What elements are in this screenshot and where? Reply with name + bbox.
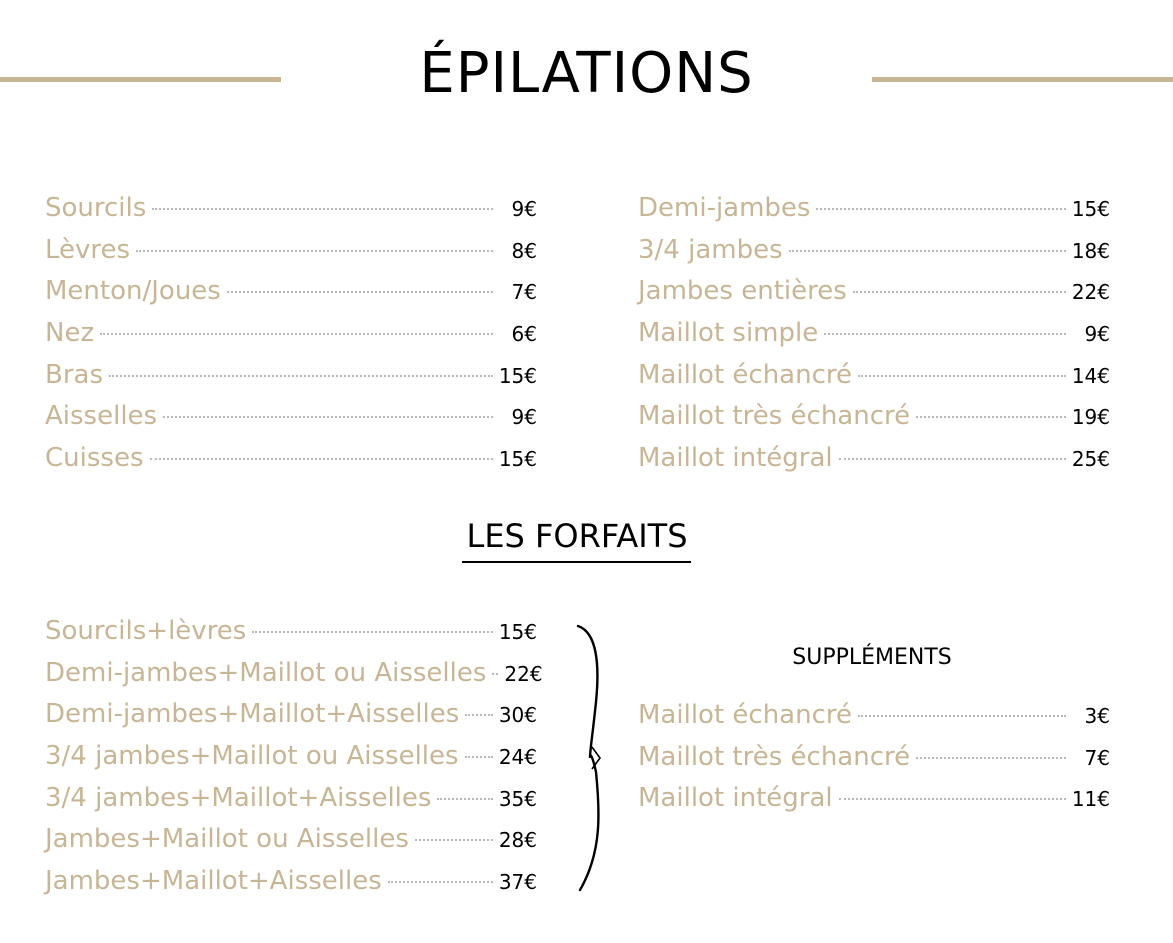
page-title: ÉPILATIONS [419,41,754,106]
price-row [638,737,1110,779]
price-row [638,355,1110,397]
service-name: 3/4 jambes+Maillot ou Aisselles [45,741,459,772]
price-row [45,736,537,778]
service-name: Menton/Joues [45,276,221,307]
dotted-leader [816,208,1065,210]
dotted-leader [437,798,492,800]
service-name: Maillot intégral [638,783,833,814]
price-row [45,438,537,480]
service-price: 30€ [498,703,537,728]
price-row [45,778,537,820]
forfaits-list [45,611,543,903]
price-row [45,819,537,861]
price-row [45,861,537,903]
service-price: 6€ [511,322,537,347]
dotted-leader [853,291,1066,293]
dotted-leader [858,375,1066,377]
service-name: Lèvres [45,234,131,265]
service-name: Demi-jambes+Maillot ou Aisselles [45,657,487,688]
service-price: 11€ [1071,787,1110,812]
price-row [638,778,1110,820]
service-name: Jambes+Maillot ou Aisselles [45,824,409,855]
service-price: 37€ [498,870,537,895]
service-price: 15€ [498,620,537,644]
price-row [638,188,1110,230]
service-price: 7€ [1084,745,1110,770]
service-price: 22€ [1071,280,1110,305]
service-name: Jambes+Maillot+Aisselles [45,866,382,897]
dotted-leader [415,839,493,841]
service-name: Bras [45,359,104,390]
dotted-leader [465,714,493,716]
service-price: 28€ [498,828,537,853]
service-name: Maillot très échancré [638,401,911,432]
price-row [45,313,537,355]
service-name: Maillot simple [638,318,819,349]
dotted-leader [163,416,493,418]
service-name: Demi-jambes [638,193,811,223]
dotted-leader [916,416,1066,418]
dotted-leader [100,333,493,335]
dotted-leader [839,458,1066,460]
service-name: Nez [45,318,95,349]
service-name: 3/4 jambes+Maillot+Aisselles [45,782,432,813]
price-row [45,355,537,397]
service-name: Demi-jambes+Maillot+Aisselles [45,699,460,730]
price-row [638,438,1110,480]
service-name: Maillot échancré [638,359,852,390]
service-price: 18€ [1071,238,1110,263]
service-price: 15€ [498,363,537,388]
service-price: 22€ [504,661,543,686]
service-price: 7€ [511,280,537,305]
service-name: Maillot très échancré [638,741,911,772]
price-row [45,653,543,695]
price-row [638,230,1110,272]
dotted-leader [136,250,493,252]
dotted-leader [388,881,493,883]
price-row [45,611,537,653]
service-name: Sourcils+lèvres [45,616,247,646]
dotted-leader [150,458,493,460]
service-price: 25€ [1071,447,1110,472]
service-price: 24€ [498,745,537,770]
price-row [638,313,1110,355]
forfaits-title-underline [462,561,691,563]
dotted-leader [492,673,498,675]
service-name: Jambes entières [638,276,847,307]
dotted-leader [152,208,493,210]
service-price: 15€ [1071,197,1110,221]
dotted-leader [252,631,492,633]
epilations-list-left [45,188,537,480]
service-price: 19€ [1071,405,1110,430]
service-price: 9€ [511,197,537,221]
supplements-title: SUPPLÉMENTS [792,645,952,670]
service-price: 15€ [498,447,537,472]
price-row [638,695,1110,737]
service-price: 9€ [511,405,537,430]
epilations-list-right [638,188,1110,480]
service-price: 9€ [1084,322,1110,347]
price-row [638,396,1110,438]
service-name: Maillot échancré [638,700,852,730]
service-name: 3/4 jambes [638,234,783,265]
service-name: Maillot intégral [638,443,833,474]
dotted-leader [858,715,1066,717]
forfaits-title: LES FORFAITS [466,517,688,555]
dotted-leader [916,757,1066,759]
dotted-leader [839,798,1066,800]
price-row [45,694,537,736]
service-price: 14€ [1071,363,1110,388]
dotted-leader [789,250,1066,252]
dotted-leader [824,333,1066,335]
dotted-leader [109,375,493,377]
service-name: Cuisses [45,443,144,474]
service-price: 8€ [511,238,537,263]
service-name: Sourcils [45,193,147,223]
service-price: 35€ [498,786,537,811]
price-row [45,396,537,438]
price-row [45,230,537,272]
service-price: 3€ [1084,704,1110,728]
price-row [638,271,1110,313]
price-row [45,271,537,313]
supplements-list [638,695,1110,820]
price-row [45,188,537,230]
dotted-leader [465,756,493,758]
curly-brace-divider [566,622,616,894]
dotted-leader [227,291,493,293]
service-name: Aisselles [45,401,158,432]
